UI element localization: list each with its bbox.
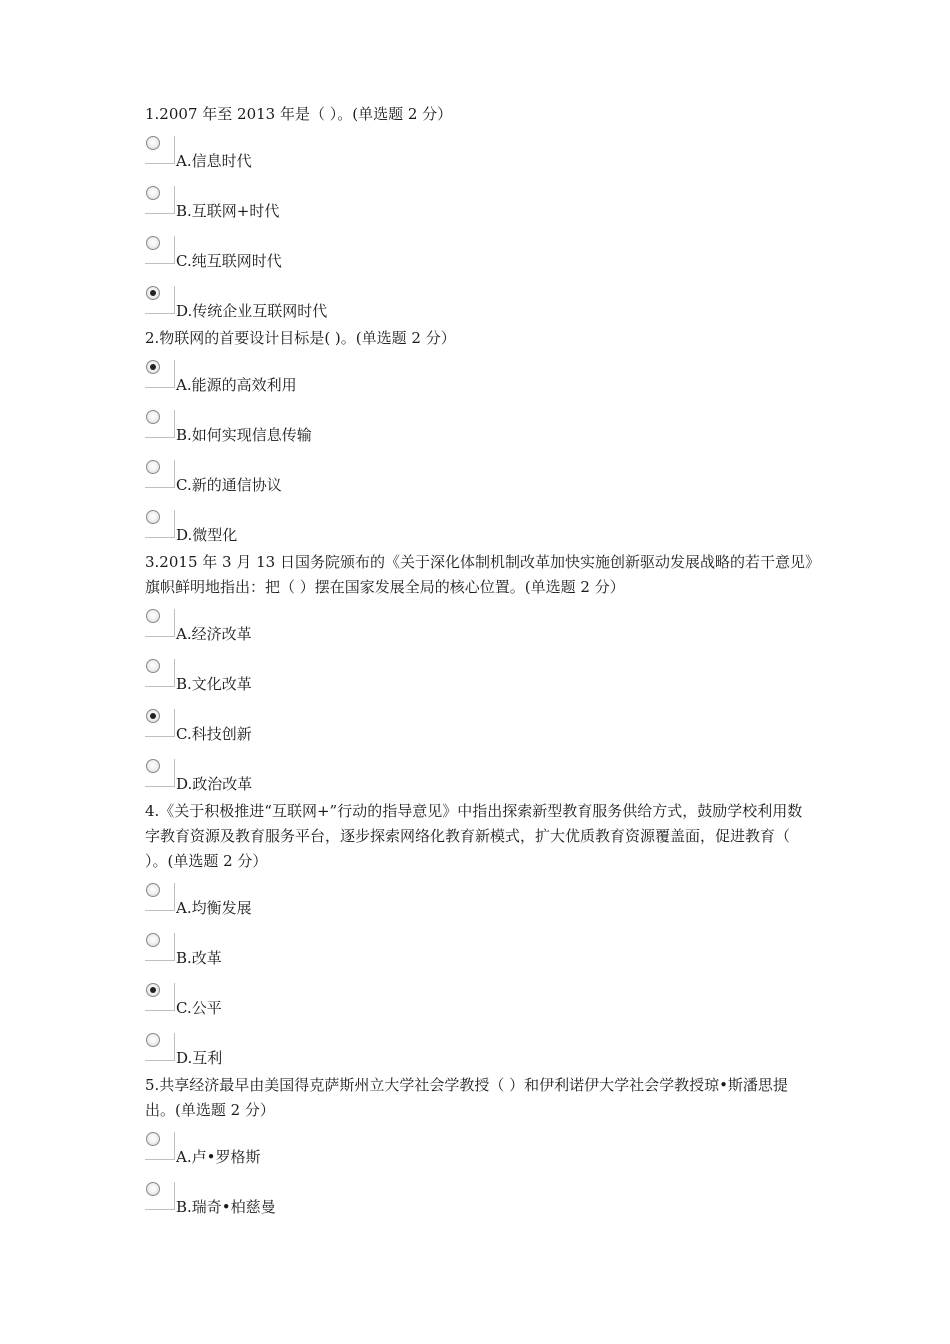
- question-4-text: 4.《关于积极推进“互联网+”行动的指导意见》中指出探索新型教育服务供给方式，鼓励学校利用数字教育资源及教育服务平台，逐步探索网络化教育新模式，扩大优质教育资源覆盖面，促进教育（ ）。(单选题 2 分）: [145, 802, 803, 870]
- radio-button[interactable]: [146, 186, 160, 200]
- option-label: D.政治改革: [176, 775, 253, 793]
- radio-button[interactable]: [146, 883, 160, 897]
- option-label: B.互联网+时代: [176, 202, 280, 220]
- question-5-option-b[interactable]: [145, 1182, 465, 1216]
- radio-button[interactable]: [146, 983, 160, 997]
- question-3-option-b[interactable]: [145, 659, 465, 693]
- question-1-text: 1.2007 年至 2013 年是（ ）。(单选题 2 分）: [145, 105, 453, 123]
- question-3-option-d[interactable]: [145, 759, 465, 793]
- question-4-option-d[interactable]: [145, 1033, 465, 1067]
- option-label: B.文化改革: [176, 675, 252, 693]
- option-label: D.微型化: [176, 526, 238, 544]
- option-label: C.纯互联网时代: [176, 252, 282, 270]
- radio-button[interactable]: [146, 1033, 160, 1047]
- option-label: C.公平: [176, 999, 222, 1017]
- question-5-option-a[interactable]: [145, 1132, 465, 1166]
- option-label: A.均衡发展: [176, 899, 252, 917]
- question-2-text: 2.物联网的首要设计目标是( )。(单选题 2 分）: [145, 329, 456, 347]
- question-4-option-a[interactable]: [145, 883, 465, 917]
- question-2-option-d[interactable]: [145, 510, 465, 544]
- question-5-text: 5.共享经济最早由美国得克萨斯州立大学社会学教授（ ）和伊利诺伊大学社会学教授琼•斯潘思提出。(单选题 2 分）: [145, 1076, 788, 1119]
- radio-button[interactable]: [146, 1132, 160, 1146]
- question-1-option-d[interactable]: [145, 286, 465, 320]
- question-2-option-b[interactable]: [145, 410, 465, 444]
- question-3-text: 3.2015 年 3 月 13 日国务院颁布的《关于深化体制机制改革加快实施创新驱动发展战略的若干意见》旗帜鲜明地指出：把（ ）摆在国家发展全局的核心位置。(单选题 2 分）: [145, 553, 813, 596]
- option-label: A.卢•罗格斯: [176, 1148, 261, 1166]
- option-label: B.如何实现信息传输: [176, 426, 312, 444]
- radio-button[interactable]: [146, 236, 160, 250]
- radio-button[interactable]: [146, 460, 160, 474]
- option-label: B.改革: [176, 949, 222, 967]
- option-label: D.互利: [176, 1049, 223, 1067]
- radio-button[interactable]: [146, 1182, 160, 1196]
- question-4-option-b[interactable]: [145, 933, 465, 967]
- question-1-option-c[interactable]: [145, 236, 465, 270]
- question-3-option-a[interactable]: [145, 609, 465, 643]
- radio-button[interactable]: [146, 609, 160, 623]
- question-2-option-a[interactable]: [145, 360, 465, 394]
- option-label: A.信息时代: [176, 152, 252, 170]
- radio-button[interactable]: [146, 759, 160, 773]
- option-label: D.传统企业互联网时代: [176, 302, 328, 320]
- option-label: A.能源的高效利用: [176, 376, 297, 394]
- option-label: C.新的通信协议: [176, 476, 282, 494]
- option-label: C.科技创新: [176, 725, 252, 743]
- radio-button[interactable]: [146, 136, 160, 150]
- radio-button[interactable]: [146, 286, 160, 300]
- radio-button[interactable]: [146, 709, 160, 723]
- radio-button[interactable]: [146, 410, 160, 424]
- radio-button[interactable]: [146, 659, 160, 673]
- option-label: A.经济改革: [176, 625, 252, 643]
- radio-button[interactable]: [146, 933, 160, 947]
- question-3-option-c[interactable]: [145, 709, 465, 743]
- question-4-option-c[interactable]: [145, 983, 465, 1017]
- radio-button[interactable]: [146, 510, 160, 524]
- question-2-option-c[interactable]: [145, 460, 465, 494]
- question-1-option-a[interactable]: [145, 136, 465, 170]
- radio-button[interactable]: [146, 360, 160, 374]
- option-label: B.瑞奇•柏慈曼: [176, 1198, 276, 1216]
- question-1-option-b[interactable]: [145, 186, 465, 220]
